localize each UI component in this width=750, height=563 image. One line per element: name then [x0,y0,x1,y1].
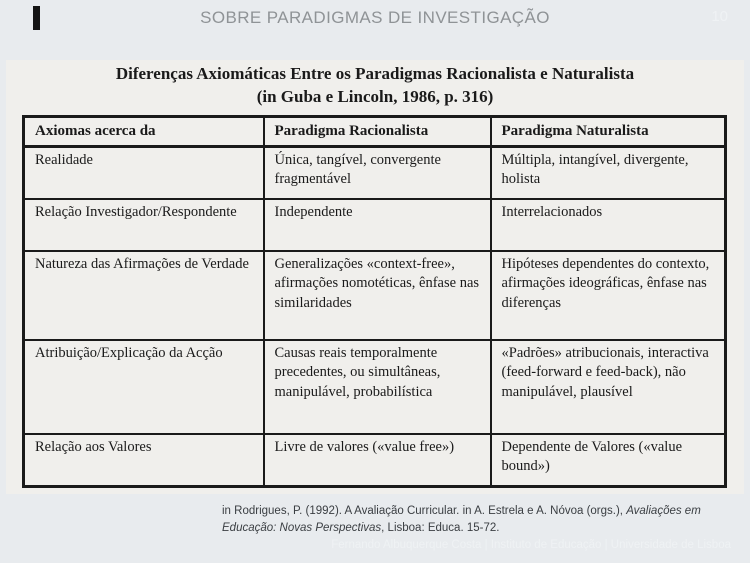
table-row [24,199,726,251]
value-cell: Múltipla, intangível, divergente, holista [491,147,726,200]
footer-credit: Fernando Albuquerque Costa | Instituto de Educação | Universidade de Lisboa [331,539,731,551]
slide-page-number: 10 [711,8,728,25]
table-header-row [24,117,726,147]
value-cell: Interrelacionados [491,199,726,251]
figure-source-line: (in Guba e Lincoln, 1986, p. 316) [256,86,494,106]
value-cell: Livre de valores («value free») [264,434,491,487]
table-row [24,251,726,340]
table-row [24,434,726,487]
table-row [24,340,726,434]
axiom-cell: Relação aos Valores [24,434,264,487]
column-header: Paradigma Naturalista [491,117,726,147]
axiom-cell: Atribuição/Explicação da Acção [24,340,264,434]
value-cell: Hipóteses dependentes do contexto, afirmações ideográficas, ênfase nas diferenças [491,251,726,340]
axiom-cell: Relação Investigador/Respondente [24,199,264,251]
citation [222,503,727,536]
value-cell: «Padrões» atribucionais, interactiva (feed-forward e feed-back), não manipulável, plausível [491,340,726,434]
citation-italic-title: Avaliações em [626,505,701,517]
table-body [24,147,726,487]
axioms-comparison-table [22,115,727,488]
citation-text: in Rodrigues, P. (1992). A Avaliação Curricular. in A. Estrela e A. Nóvoa (orgs.), [222,505,627,517]
scanned-table-figure [6,60,744,494]
figure-title: Diferenças Axiomáticas Entre os Paradigmas Racionalista e Naturalista [115,64,635,83]
axiom-cell: Realidade [24,147,264,200]
value-cell: Dependente de Valores («value bound») [491,434,726,487]
column-header: Axiomas acerca da [24,117,264,147]
table-row [24,147,726,200]
value-cell: Independente [264,199,491,251]
value-cell: Causas reais temporalmente precedentes, ou simultâneas, manipulável, probabilística [264,340,491,434]
citation-tail: , Lisboa: Educa. 15-72. [381,521,500,534]
column-header: Paradigma Racionalista [264,117,491,147]
value-cell: Generalizações «context-free», afirmações nomotéticas, ênfase nas similaridades [264,251,491,340]
value-cell: Única, tangível, convergente fragmentável [264,147,491,200]
axiom-cell: Natureza das Afirmações de Verdade [24,251,264,340]
citation-italic-title-cont: Educação: Novas Perspectivas [222,521,382,534]
slide-header-title: SOBRE PARADIGMAS DE INVESTIGAÇÃO [200,8,550,27]
